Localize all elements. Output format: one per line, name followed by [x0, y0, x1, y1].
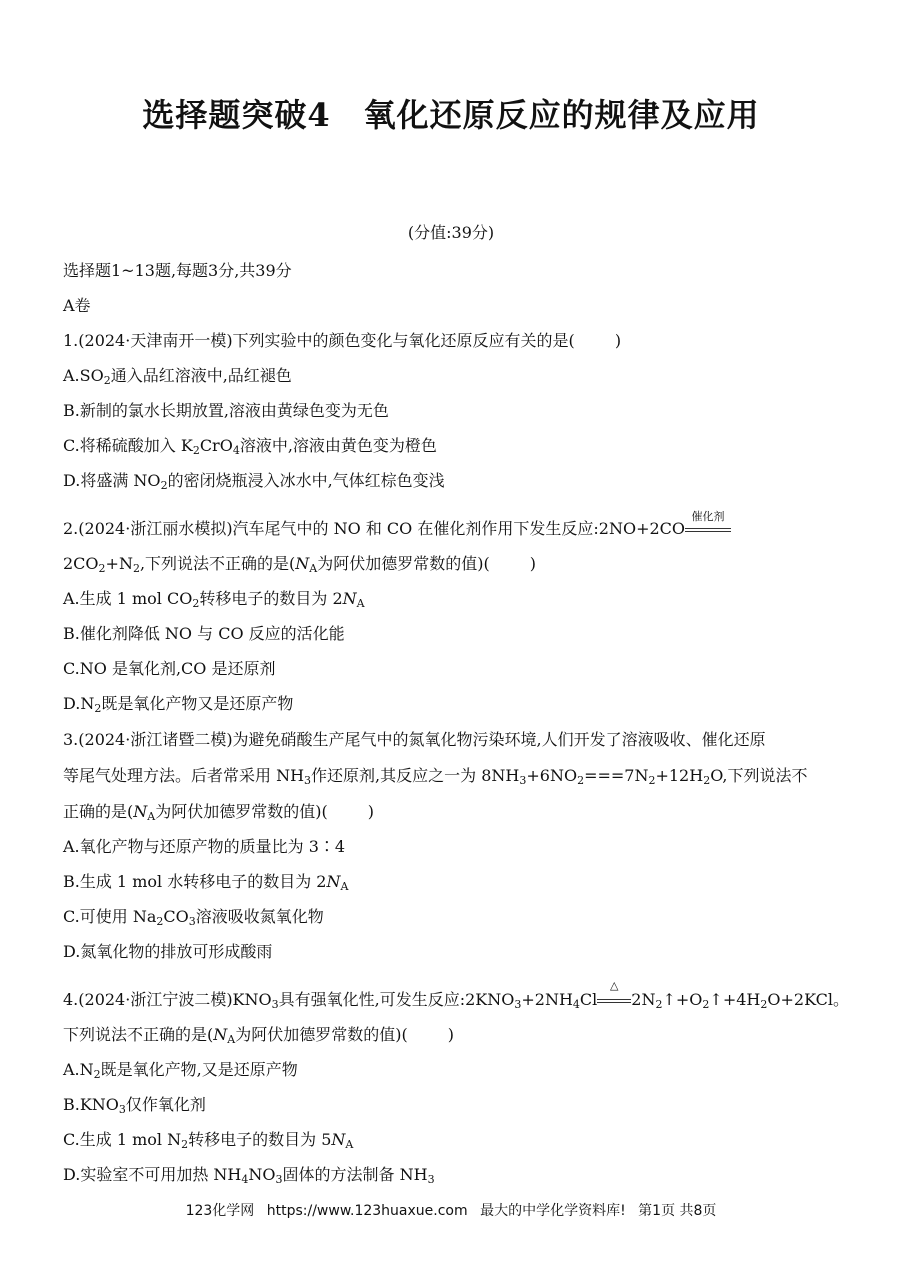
- q2-option-a[interactable]: A.生成 1 mol $CO_2$转移电子的数目为 $2N_A$: [63, 589, 365, 610]
- footer-slogan: 最大的中学化学资料库!: [480, 1203, 626, 1219]
- q1-option-a[interactable]: $A.SO_2$通入品红溶液中,品红褪色: [63, 366, 292, 387]
- q1-option-b[interactable]: B.新制的氯水长期放置,溶液由黄绿色变为无色: [63, 401, 389, 420]
- q3-stem-line1: 3.(2024·浙江诸暨二模)为避免硝酸生产尾气中的氮氧化物污染环境,人们开发了溶液吸收、催化还原: [63, 730, 766, 749]
- intro-text: 选择题1~13题,每题3分,共39分: [63, 261, 292, 280]
- q3-stem-line2: 等尾气处理方法。后者常采用 $NH_3$作还原剂,其反应之一为 $8NH_3+6NO_2===7N_2+12H_2O$,下列说法不: [63, 766, 808, 787]
- footer-site-name: 123化学网: [185, 1203, 255, 1219]
- q1-option-c[interactable]: C.将稀硫酸加入 $K_2CrO_4$溶液中,溶液由黄色变为橙色: [63, 436, 437, 457]
- q2-stem-line1: 2.(2024·浙江丽水模拟)汽车尾气中的 NO 和 CO 在催化剂作用下发生反应:2NO+2CO 催化剂: [63, 516, 731, 539]
- section-label: A卷: [63, 296, 91, 315]
- q3-option-d[interactable]: D.氮氧化物的排放可形成酸雨: [63, 942, 273, 961]
- q4-stem-line2: 下列说法不正确的是($N_A$为阿伏加德罗常数的值)( ): [63, 1025, 454, 1046]
- q2-stem-line2: $2CO_2+N_2$,下列说法不正确的是($N_A$为阿伏加德罗常数的值)( ): [63, 554, 536, 575]
- q3-stem-line3: 正确的是($N_A$为阿伏加德罗常数的值)( ): [63, 802, 374, 823]
- footer-page-number: 第1页 共8页: [638, 1203, 717, 1219]
- q3-option-c[interactable]: C.可使用 $Na_2CO_3$溶液吸收氮氧化物: [63, 907, 324, 928]
- q2-option-d[interactable]: $D.N_2$既是氧化产物又是还原产物: [63, 694, 294, 715]
- catalyst-condition: 催化剂: [685, 522, 731, 538]
- q4-option-c[interactable]: C.生成 1 mol $N_2$转移电子的数目为 $5N_A$: [63, 1130, 354, 1151]
- q1-option-d[interactable]: D.将盛满 $NO_2$的密闭烧瓶浸入冰水中,气体红棕色变浅: [63, 471, 445, 492]
- q1-stem: 1.(2024·天津南开一模)下列实验中的颜色变化与氧化还原反应有关的是( ): [63, 331, 622, 350]
- q4-option-a[interactable]: $A.N_2$既是氧化产物,又是还原产物: [63, 1060, 298, 1081]
- q3-option-a[interactable]: A.氧化产物与还原产物的质量比为 3∶4: [63, 837, 346, 856]
- page-title: 选择题突破4 氧化还原反应的规律及应用: [142, 96, 760, 134]
- score-note: (分值:39分): [407, 223, 495, 242]
- q2-option-c[interactable]: C.NO 是氧化剂,CO 是还原剂: [63, 659, 276, 678]
- footer-url-link[interactable]: https://www.123huaxue.com: [266, 1203, 468, 1219]
- q4-option-b[interactable]: $B.KNO_3$仅作氧化剂: [63, 1095, 206, 1116]
- q4-option-d[interactable]: D.实验室不可用加热 $NH_4NO_3$固体的方法制备 $NH_3$: [63, 1165, 435, 1186]
- q4-stem-line1: 4.(2024·浙江宁波二模)$KNO_3$具有强氧化性,可发生反应$:2KNO_3+2NH_4Cl$ △ $2N_2↑+O_2↑+4H_2O+2KCl$。: [63, 978, 849, 1011]
- q2-option-b[interactable]: B.催化剂降低 NO 与 CO 反应的活化能: [63, 624, 345, 643]
- page-footer: [0, 1200, 902, 1220]
- heat-condition: △: [597, 993, 631, 1009]
- q3-option-b[interactable]: B.生成 1 mol 水转移电子的数目为 $2N_A$: [63, 872, 349, 893]
